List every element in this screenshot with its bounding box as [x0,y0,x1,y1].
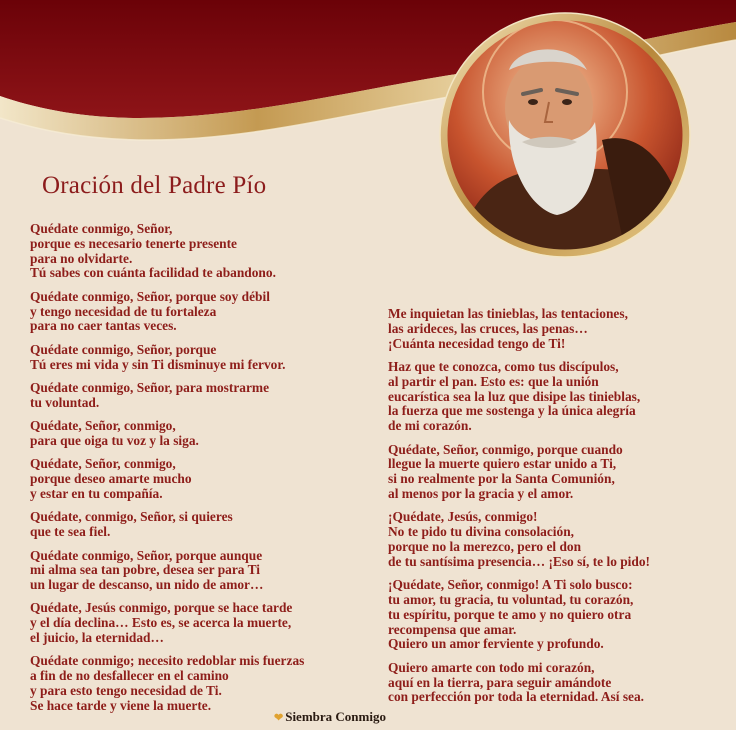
prayer-line: Me inquietan las tinieblas, las tentaciones, [388,306,628,321]
prayer-line: un lugar de descanso, un nido de amor… [30,577,264,593]
padre-pio-portrait [437,10,693,260]
prayer-line: recompensa que amar. [388,621,517,637]
prayer-line: Se hace tarde y viene la muerte. [30,697,212,713]
prayer-line: tu amor, tu gracia, tu voluntad, tu corazón, [388,591,634,607]
prayer-line: que te sea fiel. [30,524,111,540]
prayer-stanza [30,343,370,373]
prayer-line: para no caer tantas veces. [30,318,177,334]
footer-brand [274,709,386,725]
prayer-line: Quédate conmigo, Señor, porque aunque [30,547,263,563]
prayer-stanza [30,601,370,645]
prayer-line: tu espíritu, porque te amo y no quiero otra [388,606,632,622]
prayer-line: Tú sabes con cuánta facilidad te abandono. [30,265,276,281]
prayer-line: ¡Quédate, Jesús, conmigo! [388,509,538,525]
prayer-line: y el día declina… Esto es, se acerca la muerte, [30,615,292,631]
prayer-line: y tengo necesidad de tu fortaleza [30,303,217,319]
prayer-line: mi alma sea tan pobre, desea ser para Ti [30,562,261,578]
prayer-line: con perfección por toda la eternidad. Así sea. [388,689,645,705]
prayer-line: las arideces, las cruces, las penas… [388,320,588,336]
prayer-line: ¡Cuánta necesidad tengo de Ti! [388,335,566,351]
prayer-line: al menos por la gracia y el amor. [388,485,574,501]
prayer-stanza [30,222,370,281]
prayer-column-right [388,307,733,714]
prayer-line: eucarística sea la luz que disipe las tinieblas, [388,388,641,404]
prayer-line: porque deseo amarte mucho [30,471,192,487]
prayer-stanza [30,457,370,501]
prayer-line: Quiero amarte con todo mi corazón, [388,659,595,675]
prayer-line: Haz que te conozca, como tus discípulos, [388,358,619,374]
prayer-line: y estar en tu compañía. [30,485,163,501]
prayer-line: para no olvidarte. [30,250,133,266]
prayer-line: aquí en la tierra, para seguir amándote [388,674,612,690]
prayer-line: Quédate, Señor, conmigo, [30,418,176,434]
prayer-line: Quédate conmigo, Señor, porque [30,341,217,357]
prayer-line: Quédate conmigo, Señor, para mostrarme [30,379,270,395]
prayer-line: la fuerza que me sostenga y la única alegría [388,403,636,419]
prayer-line: al partir el pan. Esto es: que la unión [388,373,599,389]
prayer-line: No te pido tu divina consolación, [388,524,575,540]
prayer-line: porque no la merezco, pero el don [388,538,582,554]
prayer-stanza [30,654,370,713]
prayer-line: Tú eres mi vida y sin Ti disminuye mi fervor. [30,356,286,372]
prayer-line: el juicio, la eternidad… [30,630,164,646]
prayer-line: para que oiga tu voz y la siga. [30,432,199,448]
prayer-line: Quédate conmigo, Señor, porque soy débil [30,288,270,304]
prayer-line: Quédate, Señor, conmigo, [30,456,176,472]
prayer-stanza [388,661,733,705]
portrait-medallion [437,10,693,260]
prayer-stanza [30,290,370,334]
prayer-stanza [388,578,733,652]
prayer-line: a fin de no desfallecer en el camino [30,668,229,684]
prayer-line: de tu santísima presencia… ¡Eso sí, te lo pido! [388,553,650,569]
prayer-line: Quédate, conmigo, Señor, si quieres [30,509,233,525]
prayer-stanza [30,381,370,411]
prayer-line: Quiero un amor ferviente y profundo. [388,636,604,652]
page-title: Oración del Padre Pío [42,172,267,199]
prayer-line: llegue la muerte quiero estar unido a Ti, [388,456,617,472]
heart-icon: ❤ [274,712,284,724]
prayer-column-left [30,222,370,722]
prayer-line: porque es necesario tenerte presente [30,235,238,251]
prayer-line: tu voluntad. [30,394,100,410]
prayer-line: Quédate conmigo; necesito redoblar mis fuerzas [30,653,305,669]
prayer-stanza [388,443,733,502]
prayer-line: si no realmente por la Santa Comunión, [388,471,615,487]
prayer-stanza [388,307,733,351]
prayer-line: ¡Quédate, Señor, conmigo! A Ti solo busco: [388,577,633,593]
prayer-stanza [30,419,370,449]
prayer-stanza [388,510,733,569]
prayer-stanza [30,510,370,540]
prayer-line: y para esto tengo necesidad de Ti. [30,683,222,699]
prayer-line: Quédate, Jesús conmigo, porque se hace tarde [30,600,293,616]
prayer-stanza [30,549,370,593]
prayer-stanza [388,360,733,434]
prayer-line: Quédate, Señor, conmigo, porque cuando [388,441,623,457]
brand-name: Siembra Conmigo [285,709,386,724]
prayer-line: de mi corazón. [388,418,472,434]
prayer-line: Quédate conmigo, Señor, [30,221,173,236]
